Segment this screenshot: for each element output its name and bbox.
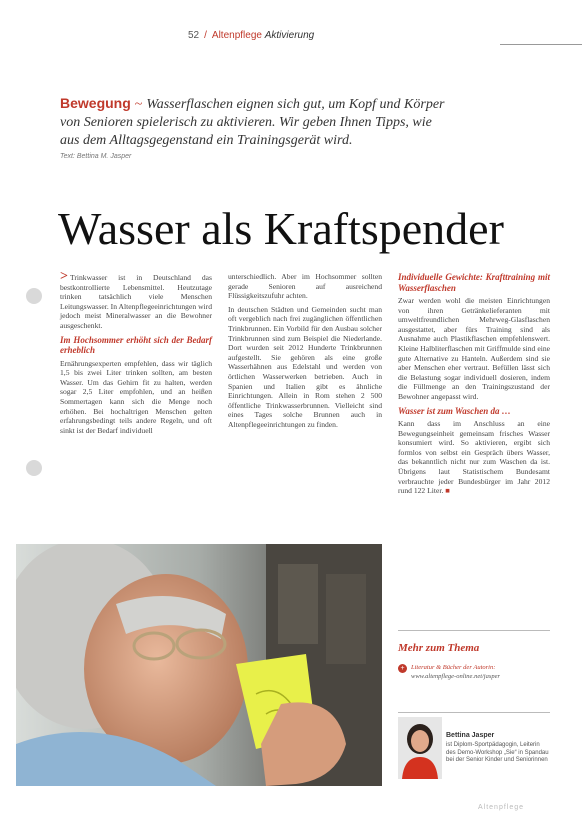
tilde-icon: ~ [134, 97, 143, 112]
author-divider [398, 712, 550, 713]
article-photo [16, 544, 382, 786]
col1-paragraph-1: Trinkwasser ist in Deutschland das bestkontrollierte Lebensmittel. Heutzutage trinken tatsächlich viele Menschen Leitungswasser. In Altenpflegeeinrichtungen wird jedoch meist Mineralwasser an die Bewohner ausgeschenkt. [60, 273, 212, 330]
more-title: Mehr zum Thema [398, 642, 480, 654]
col3-subheading-2: Wasser ist zum Waschen da … [398, 405, 511, 416]
more-links [411, 663, 551, 681]
col1-paragraph-2: Ernährungsexperten empfehlen, dass wir täglich 1,5 bis zwei Liter trinken sollten, am besten Wasser. Um das Gehirn fit zu halten, werden sogar 2,5 Liter empfohlen, und an heißen Sommertagen kann sich die Menge noch erhöhen. Bei hochaltrigen Menschen gelten erfahrungsbedingt teils andere Regeln, und oft sinkt ist der Bedarf individuell [60, 358, 212, 435]
more-line-2[interactable]: www.altenpflege-online.net/jasper [411, 673, 501, 680]
column-1 [60, 269, 212, 439]
scan-dot-icon [26, 288, 42, 304]
header-separator: / [204, 30, 207, 41]
intro-kicker: Bewegung [60, 95, 131, 111]
col1-subheading: Im Hochsommer erhöht sich der Bedarf erheblich [60, 334, 212, 356]
intro-text [60, 94, 450, 150]
col3-paragraph-1: Zwar werden wohl die meisten Einrichtungen von ihren Getränkelieferanten mit umweltfreundlichen Mehrweg-Glasflaschen ausgestattet, aber fürs Training sind als Ausnahme auch Plastikflaschen empfehlenswert. Kleine Halbliterflaschen mit Griffmulde sind eine gute Alternative zu Hanteln. Außerdem sind sie aber Menschen eher vertraut. Befüllen lässt sich die Belastung sogar individuell dosieren, indem die Füllmenge an den Trainingszustand der Bewohner angepasst wird. [398, 296, 550, 401]
more-divider [398, 630, 550, 631]
col2-paragraph-2: In deutschen Städten und Gemeinden sucht man oft vergeblich nach frei zugänglichen öffentlichen Trinkbrunnen. Ein Vorbild für den Ausbau solcher Trinkbrunnen sind zum Beispiel die Niederlande. Dort wurden seit 2012 Hunderte Trinkbrunnen aufgestellt. Sie gehören als eine große Wasserhähnen aus Edelstahl und werden von örtlichen Wasserwerken betrieben. Auch in Spanien und Italien gibt es ähnliche Einrichtungen. Allein in Rom stehen 2 500 öffentliche Trinkwasserbrunnen. Vielleicht sind eines Tages solche Brunnen auch in Altenpflegeeinrichtungen zu finden. [228, 304, 382, 429]
byline: Text: Bettina M. Jasper [60, 153, 132, 160]
col3-subheading: Individuelle Gewichte: Krafttraining mit Wasserflaschen [398, 272, 550, 293]
intro-body: Wasserflaschen eignen sich gut, um Kopf und Körper von Senioren spielerisch zu aktivieren. Wir geben Ihnen Tipps, wie aus dem Alltagsgegenstand ein Trainingsgerät wird. [60, 97, 445, 148]
col3-paragraph-2: Kann dass im Anschluss an eine Bewegungseinheit gemeinsam frisches Wasser konsumiert wird. So aktivieren, ergibt sich formlos von selbst ein Gespräch übers Wasser, das bekanntlich nicht nur zum Waschen da ist. Übrigens laut Statistischem Bundesamt verbrauchte jeder Bundesbürger im Jahr 2012 rund 122 Liter. [398, 419, 550, 496]
col2-paragraph-1: unterschiedlich. Aber im Hochsommer sollten gerade Senioren auf ausreichend Flüssigkeitszufuhr achten. [228, 272, 382, 301]
page-number: 52 [188, 30, 200, 41]
scan-dot-icon [26, 460, 42, 476]
author-photo [398, 717, 442, 779]
header-rule [500, 44, 582, 45]
page-header [188, 30, 314, 41]
more-line-1[interactable]: Literatur & Bücher der Autorin: [411, 664, 496, 671]
author-name: Bettina Jasper [446, 732, 495, 739]
header-subsection: Aktivierung [264, 30, 315, 41]
page-footer: Altenpflege [478, 804, 525, 811]
article-title: Wasser als Kraftspender [58, 203, 504, 254]
column-2 [228, 272, 382, 434]
plus-circle-icon: + [398, 664, 407, 673]
author-bio: ist Diplom-Sportpädagogin, Leiterin des Demo-Workshop „Sie“ in Spandau bei der Senior Kinder und Seniorinnen [446, 742, 549, 764]
column-3 [398, 272, 550, 500]
header-section: Altenpflege [211, 30, 262, 41]
dropcap-arrow-icon: > [60, 269, 68, 284]
end-mark-icon: ■ [445, 486, 450, 496]
